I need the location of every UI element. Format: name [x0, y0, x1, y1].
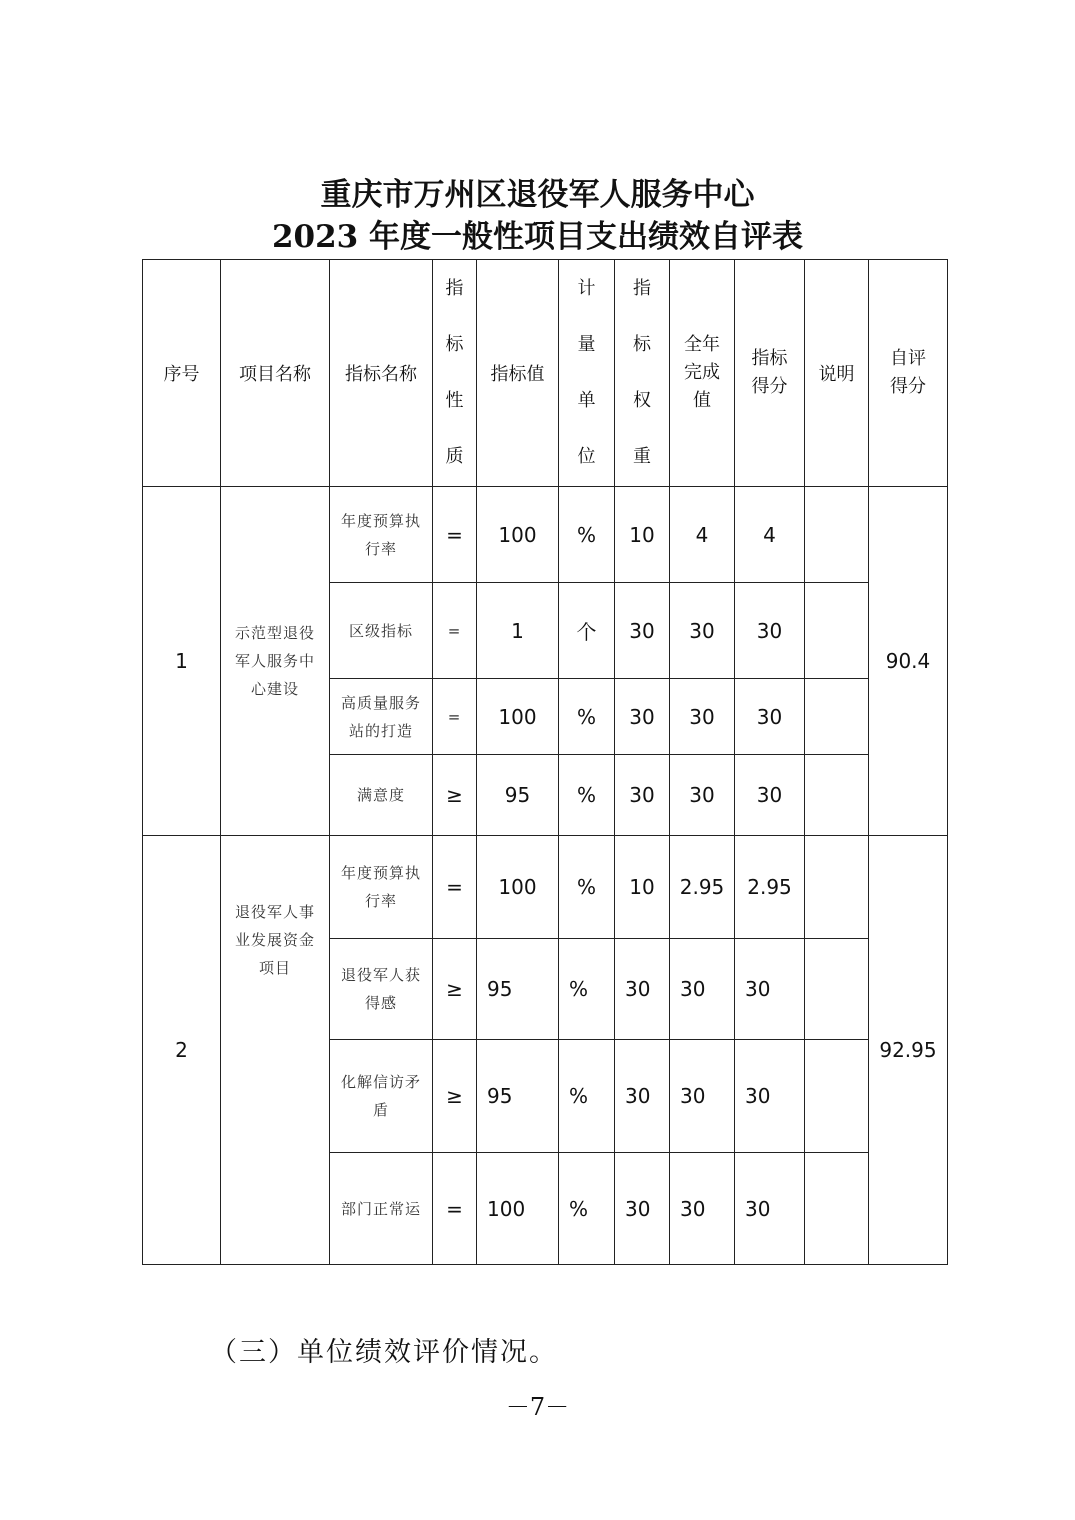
- header-completed: 全年 完成 值: [670, 260, 735, 487]
- indicator-unit: %: [559, 679, 615, 755]
- table-row: [143, 836, 948, 939]
- header-indicator: 指标名称: [330, 260, 433, 487]
- table-row: [143, 487, 948, 583]
- group2-project: 退役军人事 业发展资金 项目: [221, 836, 330, 1265]
- indicator-note: [805, 1153, 869, 1265]
- indicator-value: 100: [477, 1153, 559, 1265]
- indicator-weight: 30: [615, 1040, 670, 1153]
- indicator-completed: 30: [670, 939, 735, 1040]
- header-value: 指标值: [477, 260, 559, 487]
- indicator-completed: 2.95: [670, 836, 735, 939]
- section-heading: （三）单位绩效评价情况。: [210, 1337, 558, 1368]
- indicator-op: =: [433, 679, 477, 755]
- indicator-unit: %: [559, 836, 615, 939]
- indicator-score: 30: [735, 679, 805, 755]
- indicator-op: ≥: [433, 755, 477, 836]
- indicator-weight: 30: [615, 755, 670, 836]
- indicator-op: =: [433, 487, 477, 583]
- indicator-note: [805, 755, 869, 836]
- header-note: 说明: [805, 260, 869, 487]
- indicator-unit: %: [559, 487, 615, 583]
- indicator-name: 高质量服务 站的打造: [330, 679, 433, 755]
- header-unit: 计 量 单 位: [559, 260, 615, 487]
- title-line-2: 2023 年度一般性项目支出绩效自评表: [271, 219, 804, 255]
- indicator-unit: %: [559, 1040, 615, 1153]
- indicator-name: 年度预算执 行率: [330, 487, 433, 583]
- indicator-completed: 30: [670, 1153, 735, 1265]
- indicator-name: 满意度: [330, 755, 433, 836]
- indicator-note: [805, 939, 869, 1040]
- indicator-value: 1: [477, 583, 559, 679]
- header-seq: 序号: [143, 260, 221, 487]
- indicator-score: 30: [735, 1040, 805, 1153]
- indicator-name: 退役军人获 得感: [330, 939, 433, 1040]
- indicator-score: 30: [735, 755, 805, 836]
- indicator-value: 95: [477, 755, 559, 836]
- indicator-value: 95: [477, 939, 559, 1040]
- indicator-value: 100: [477, 487, 559, 583]
- performance-table: [142, 259, 948, 1265]
- indicator-note: [805, 1040, 869, 1153]
- indicator-op: =: [433, 1153, 477, 1265]
- indicator-op: ≥: [433, 1040, 477, 1153]
- indicator-score: 30: [735, 1153, 805, 1265]
- header-score: 指标 得分: [735, 260, 805, 487]
- indicator-completed: 30: [670, 583, 735, 679]
- indicator-op: ≥: [433, 939, 477, 1040]
- group1-project: 示范型退役 军人服务中 心建设: [221, 487, 330, 836]
- indicator-note: [805, 583, 869, 679]
- title-line-1: 重庆市万州区退役军人服务中心: [320, 177, 755, 213]
- indicator-unit: %: [559, 939, 615, 1040]
- indicator-name: 部门正常运: [330, 1153, 433, 1265]
- indicator-unit: %: [559, 755, 615, 836]
- indicator-op: =: [433, 583, 477, 679]
- group2-self-score: 92.95: [869, 836, 948, 1265]
- indicator-weight: 30: [615, 583, 670, 679]
- indicator-weight: 30: [615, 1153, 670, 1265]
- indicator-completed: 30: [670, 755, 735, 836]
- indicator-score: 30: [735, 939, 805, 1040]
- indicator-completed: 4: [670, 487, 735, 583]
- indicator-note: [805, 679, 869, 755]
- header-project: 项目名称: [221, 260, 330, 487]
- indicator-score: 4: [735, 487, 805, 583]
- indicator-weight: 10: [615, 487, 670, 583]
- header-weight: 指 标 权 重: [615, 260, 670, 487]
- group2-seq: 2: [143, 836, 221, 1265]
- indicator-name: 区级指标: [330, 583, 433, 679]
- page-number: －7－: [505, 1393, 570, 1421]
- indicator-completed: 30: [670, 1040, 735, 1153]
- indicator-completed: 30: [670, 679, 735, 755]
- group1-self-score: 90.4: [869, 487, 948, 836]
- group1-seq: 1: [143, 487, 221, 836]
- indicator-name: 化解信访矛 盾: [330, 1040, 433, 1153]
- indicator-name: 年度预算执 行率: [330, 836, 433, 939]
- indicator-weight: 10: [615, 836, 670, 939]
- indicator-score: 2.95: [735, 836, 805, 939]
- indicator-score: 30: [735, 583, 805, 679]
- indicator-op: =: [433, 836, 477, 939]
- indicator-weight: 30: [615, 939, 670, 1040]
- indicator-note: [805, 487, 869, 583]
- header-nature: 指 标 性 质: [433, 260, 477, 487]
- header-self-score: 自评 得分: [869, 260, 948, 487]
- header-row: [143, 260, 948, 487]
- indicator-unit: %: [559, 1153, 615, 1265]
- indicator-unit: 个: [559, 583, 615, 679]
- indicator-value: 100: [477, 836, 559, 939]
- indicator-note: [805, 836, 869, 939]
- indicator-value: 100: [477, 679, 559, 755]
- indicator-value: 95: [477, 1040, 559, 1153]
- indicator-weight: 30: [615, 679, 670, 755]
